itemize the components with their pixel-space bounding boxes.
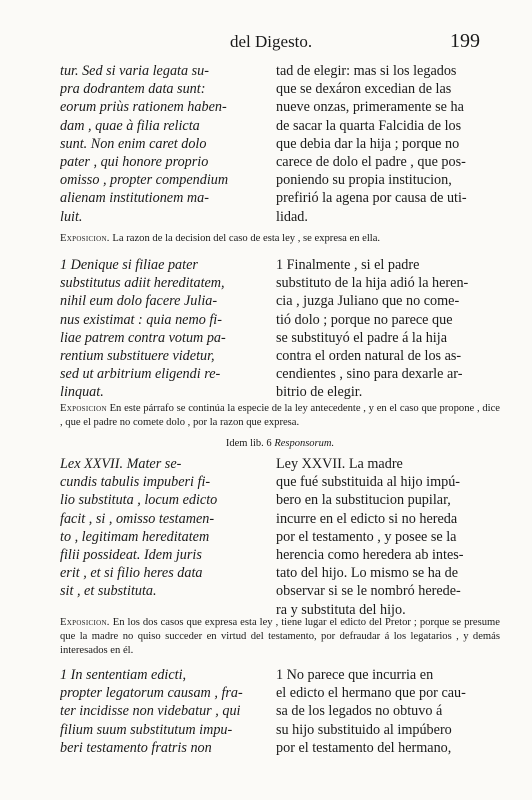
latin-line: propter legatorum causam , fra- (60, 685, 243, 702)
latin-line: filium suum substitutum impu- (60, 721, 233, 738)
latin-line: nus existimat : quia nemo fi- (60, 311, 222, 328)
latin-line: rentium substituere videtur, (60, 348, 215, 365)
spanish-line: cia , juzga Juliano que no come- (276, 293, 460, 310)
spanish-line: por el testamento , y posee se la (276, 528, 457, 545)
latin-line: to , legitimam hereditatem (60, 528, 210, 545)
exposicion-note-1 (60, 232, 500, 246)
running-title: del Digesto. (230, 32, 313, 51)
latin-line: pater , qui honore proprio (60, 154, 209, 171)
latin-line: sunt. Non enim caret dolo (60, 135, 207, 152)
exposicion-label: Exposicion (60, 403, 107, 414)
latin-line: 1 Denique si filiae pater (60, 257, 198, 273)
citation-work: Responsorum. (274, 438, 335, 449)
spanish-column (276, 455, 500, 619)
spanish-line: contra el orden natural de los as- (276, 348, 462, 365)
spanish-line: nueve onzas, primeramente se ha (276, 99, 464, 116)
exposicion-label: Exposicion. (60, 617, 110, 628)
spanish-line: poniendo su propia institucion, (276, 172, 452, 189)
latin-line: tur. Sed si varia legata su- (60, 63, 209, 79)
latin-line: omisso , propter compendium (60, 172, 229, 189)
page-number: 199 (450, 30, 480, 52)
paragraph-block-2 (60, 256, 500, 402)
latin-line: dam , quae à filia relicta (60, 117, 200, 134)
latin-line: luit. (60, 208, 83, 225)
spanish-line: por el testamento del hermano, (276, 739, 452, 756)
exposicion-label: Exposicion. (60, 233, 110, 244)
spanish-line: carece de dolo el padre , que pos- (276, 154, 466, 171)
spanish-line: cendientes , sino para dexarle ar- (276, 366, 463, 383)
latin-column (60, 256, 260, 402)
spanish-line: incurre en el edicto si no hereda (276, 510, 458, 527)
spanish-line: Ley XXVII. La madre (276, 456, 403, 472)
exposicion-note-2 (60, 402, 500, 430)
spanish-line: el edicto el hermano que por cau- (276, 685, 466, 702)
latin-line: alienam institutionem ma- (60, 190, 209, 207)
spanish-line: substituto de la hija adió la heren- (276, 275, 469, 292)
latin-line: pra dodrantem data sunt: (60, 81, 206, 98)
latin-line: linquat. (60, 384, 104, 401)
spanish-column (276, 666, 500, 757)
latin-line: substitutus adiit hereditatem, (60, 275, 225, 292)
latin-column (60, 455, 260, 619)
latin-line: facit , si , omisso testamen- (60, 510, 215, 527)
latin-column (60, 62, 260, 226)
spanish-column (276, 256, 500, 402)
spanish-line: herencia como heredera ab intes- (276, 547, 464, 564)
spanish-line: 1 Finalmente , si el padre (276, 257, 420, 273)
spanish-line: bero en la substitucion pupilar, (276, 492, 451, 509)
paragraph-block-3 (60, 455, 500, 619)
spanish-line: sa de los legados no obtuvo á (276, 703, 443, 720)
spanish-line: que debia dar la hija ; porque no (276, 135, 460, 152)
spanish-line: 1 No parece que incurria en (276, 667, 434, 683)
paragraph-block-1 (60, 62, 500, 226)
latin-line: 1 In sententiam edicti, (60, 667, 187, 683)
citation-prefix: Idem lib. 6 (225, 438, 272, 449)
spanish-line: lidad. (276, 208, 308, 225)
spanish-line: su hijo substituido al impúbero (276, 721, 452, 738)
exposicion-text: La razon de la decision del caso de esta ley , se expresa en ella. (112, 233, 381, 244)
latin-line: sit , et substituta. (60, 583, 157, 600)
latin-line: ter incidisse non videbatur , qui (60, 703, 241, 720)
spanish-line: ra y substituta del hijo. (276, 601, 406, 618)
spanish-line: observar si se le nombró herede- (276, 583, 461, 600)
spanish-line: tad de elegir: mas si los legados (276, 63, 457, 79)
spanish-column (276, 62, 500, 226)
spanish-line: que se dexáron excedian de las (276, 81, 452, 98)
spanish-line: que fué substituida al hijo impú- (276, 474, 461, 491)
source-citation (60, 438, 500, 449)
exposicion-note-3 (60, 616, 500, 658)
spanish-line: tato del hijo. Lo mismo se ha de (276, 565, 459, 582)
latin-line: cundis tabulis impuberi fi- (60, 474, 211, 491)
spanish-line: prefirió la agena por causa de uti- (276, 190, 467, 207)
spanish-line: bitrio de elegir. (276, 384, 363, 401)
latin-line: beri testamento fratris non (60, 739, 212, 756)
latin-line: Lex XXVII. Mater se- (60, 456, 182, 472)
latin-line: erit , et si filio heres data (60, 565, 203, 582)
latin-line: liae patrem contra votum pa- (60, 329, 226, 346)
latin-line: lio substituta , locum edicto (60, 492, 218, 509)
latin-line: filii possideat. Idem juris (60, 547, 202, 564)
paragraph-block-4 (60, 666, 500, 757)
latin-line: sed ut arbitrium eligendi re- (60, 366, 221, 383)
spanish-line: tió dolo ; porque no parece que (276, 311, 453, 328)
spanish-line: de sacar la quarta Falcidia de los (276, 117, 462, 134)
exposicion-text: En los dos casos que expresa esta ley , tiene lugar el edicto del Pretor ; porque se presume que la madre no quiso succeder en virtud del testamento, por defraudar á los legatarios , y demás interesados en él. (60, 617, 500, 656)
latin-column (60, 666, 260, 757)
latin-line: nihil eum dolo facere Julia- (60, 293, 218, 310)
spanish-line: se substituyó el padre á la hija (276, 329, 447, 346)
latin-line: eorum priùs rationem haben- (60, 99, 227, 116)
exposicion-text: En este párrafo se continúa la especie de la ley antecedente , y en el caso que propone , dice , que el padre no comete dolo , por la razon que expresa. (60, 403, 500, 428)
running-header (60, 32, 488, 54)
